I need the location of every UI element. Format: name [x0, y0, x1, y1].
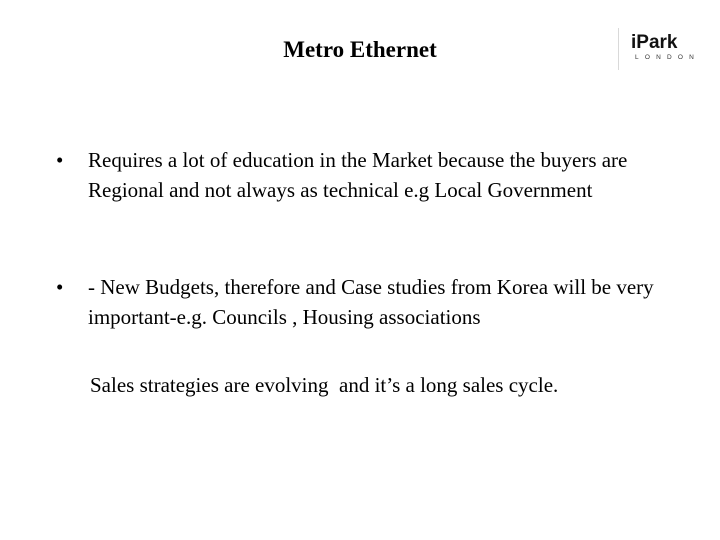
logo-subtext: LONDON — [635, 54, 701, 61]
bullet-text: Requires a lot of education in the Market because the buyers are Regional and not always as technical e.g Local Government — [88, 148, 628, 202]
closing-statement: Sales strategies are evolving and it’s a long sales cycle. — [90, 373, 559, 397]
logo-wordmark: iPark — [631, 32, 678, 53]
bullet-marker: • — [56, 275, 64, 299]
bullet-item — [56, 145, 688, 205]
bullet-marker: • — [56, 148, 64, 172]
bullet-item — [56, 272, 688, 332]
slide-title: Metro Ethernet — [283, 37, 437, 62]
bullet-text: - New Budgets, therefore and Case studies from Korea will be very important-e.g. Councils , Housing associations — [88, 275, 654, 329]
ipark-london-logo — [618, 28, 711, 70]
